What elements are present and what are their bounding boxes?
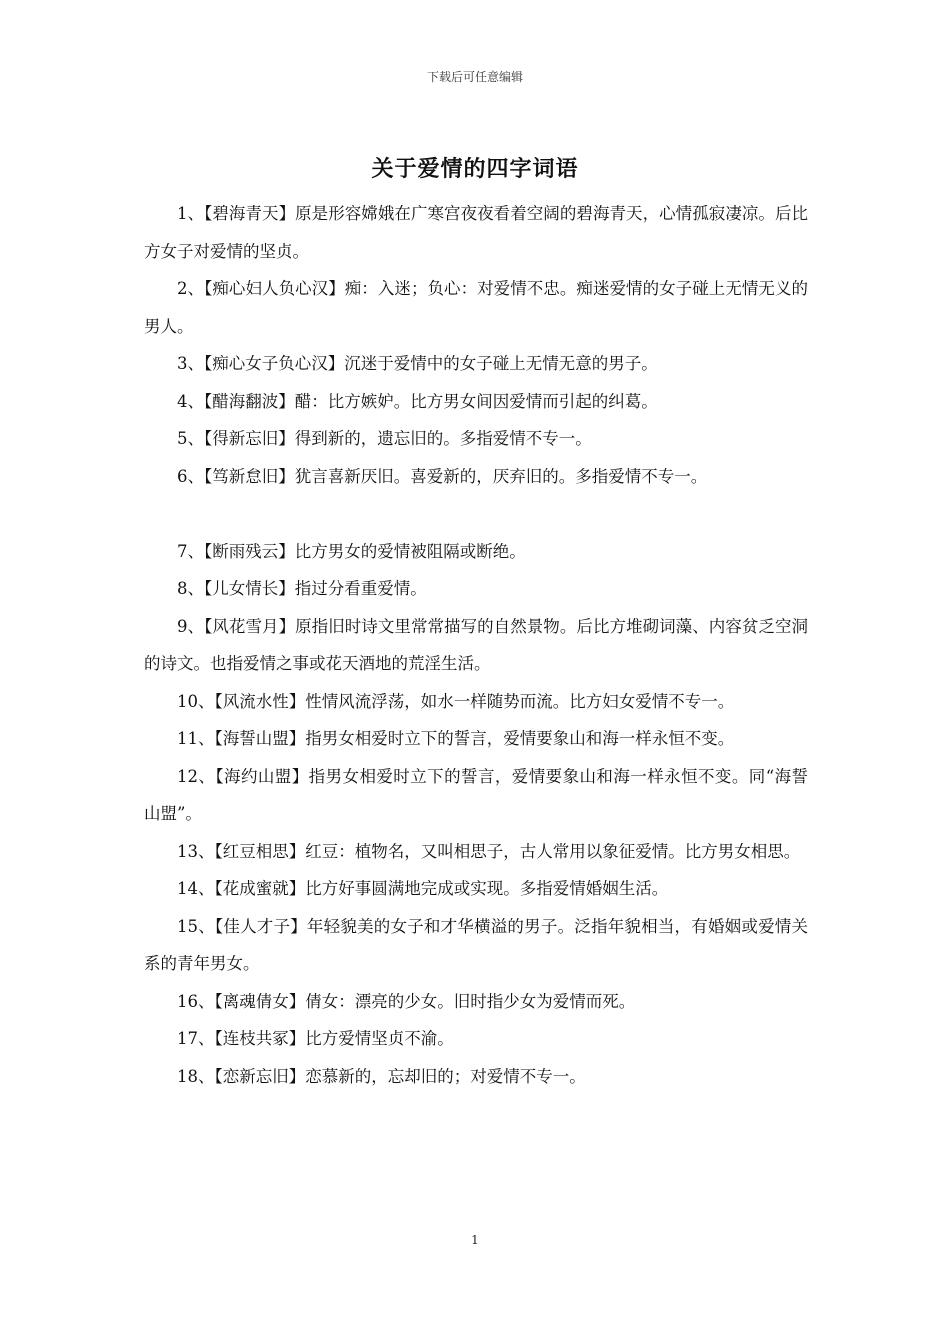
entry-14: 14、【花成蜜就】比方好事圆满地完成或实现。多指爱情婚姻生活。: [177, 879, 669, 898]
entry-9: 9、【风花雪月】原指旧时诗文里常常描写的自然景物。后比方堆砌词藻、内容贫乏空洞的诗文。也指爱情之事或花天酒地的荒淫生活。: [144, 616, 808, 673]
document-body: [144, 195, 808, 1095]
entry-4: 4、【醋海翻波】醋：比方嫉妒。比方男女间因爱情而引起的纠葛。: [177, 391, 658, 411]
entry-12: 12、【海约山盟】指男女相爱时立下的誓言，爱情要象山和海一样永恒不变。同“海誓山盟”。: [144, 766, 808, 823]
page-header-note: 下载后可任意编辑: [426, 70, 523, 84]
entry-2: 2、【痴心妇人负心汉】痴：入迷；负心：对爱情不忠。痴迷爱情的女子碰上无情无义的男人。: [144, 279, 808, 336]
entry-18: 18、【恋新忘旧】恋慕新的，忘却旧的；对爱情不专一。: [177, 1066, 586, 1086]
entry-8: 8、【儿女情长】指过分看重爱情。: [177, 579, 427, 598]
entry-6: 6、【笃新怠旧】犹言喜新厌旧。喜爱新的，厌弃旧的。多指爱情不专一。: [177, 466, 708, 486]
entry-16: 16、【离魂倩女】倩女：漂亮的少女。旧时指少女为爱情而死。: [177, 991, 636, 1011]
entry-15: 15、【佳人才子】年轻貌美的女子和才华横溢的男子。泛指年貌相当，有婚姻或爱情关系的青年男女。: [144, 916, 808, 973]
page-number: 1: [471, 1233, 479, 1247]
entry-11: 11、【海誓山盟】指男女相爱时立下的誓言，爱情要象山和海一样永恒不变。: [177, 729, 735, 748]
entry-3: 3、【痴心女子负心汉】沉迷于爱情中的女子碰上无情无意的男子。: [177, 354, 658, 373]
entry-1: 1、【碧海青天】原是形容嫦娥在广寒宫夜夜看着空阔的碧海青天，心情孤寂凄凉。后比方女子对爱情的坚贞。: [144, 204, 808, 261]
entry-10: 10、【风流水性】性情风流浮荡，如水一样随势而流。比方妇女爱情不专一。: [177, 691, 735, 711]
entry-7: 7、【断雨残云】比方男女的爱情被阻隔或断绝。: [177, 541, 526, 561]
entry-13: 13、【红豆相思】红豆：植物名，又叫相思子，古人常用以象征爱情。比方男女相思。: [177, 841, 801, 861]
blank-line: [144, 495, 808, 533]
entry-5: 5、【得新忘旧】得到新的，遗忘旧的。多指爱情不专一。: [177, 429, 592, 448]
document-title: 关于爱情的四字词语: [371, 156, 579, 182]
entry-17: 17、【连枝共冢】比方爱情坚贞不渝。: [177, 1029, 454, 1048]
